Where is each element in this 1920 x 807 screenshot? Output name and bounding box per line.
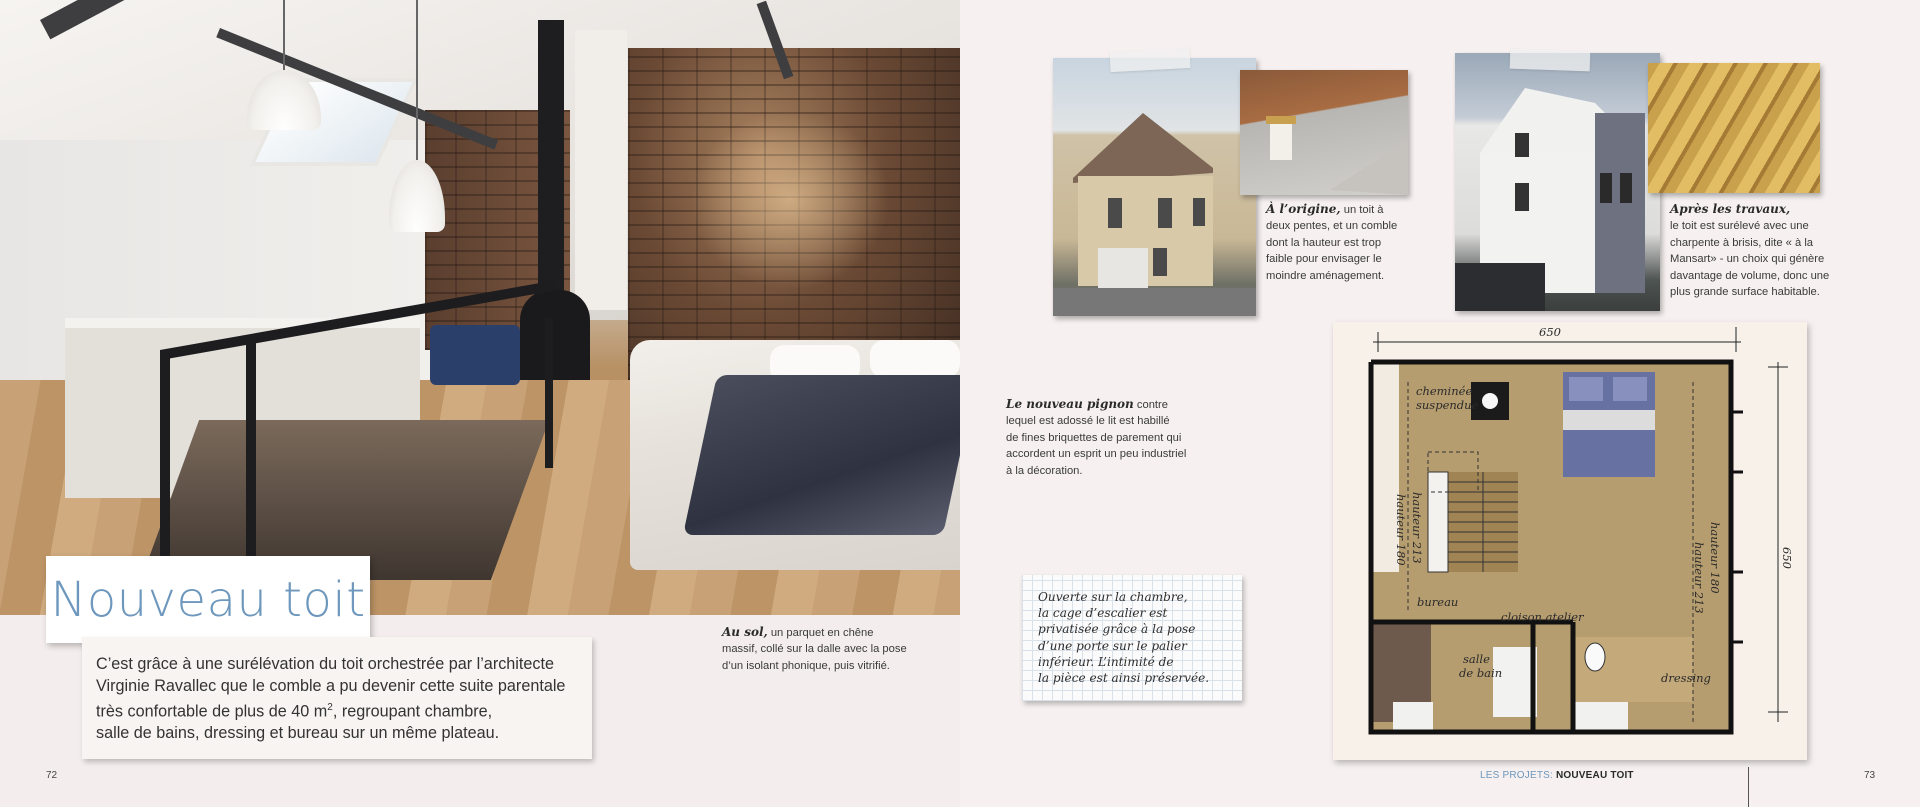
plan-label-hauteur-213-left: hauteur 213 <box>1410 492 1424 564</box>
plan-label-salle-2: de bain <box>1459 666 1503 680</box>
plan-label-hauteur-180-left: hauteur 180 <box>1394 494 1408 566</box>
plan-label-hauteur-180-right: hauteur 180 <box>1708 522 1722 594</box>
footer-divider <box>1748 767 1749 807</box>
page-number-right: 73 <box>1864 770 1876 781</box>
plan-label-cloison: cloison atelier <box>1501 610 1584 624</box>
caption-pignon: Le nouveau pignon contre lequel est adossé le lit est habillé de fines briquettes de parement qui accordent un esprit un peu industriel à la décoration. <box>1006 397 1187 477</box>
page-title: Nouveau toit <box>50 571 366 628</box>
note-text: Ouverte sur la chambre, la cage d’escalier est privatisée grâce à la pose d’une porte sur le palier inférieur. L’intimité de la pièce est ainsi préservée. <box>1038 590 1210 686</box>
plan-label-hauteur-213-right: hauteur 213 <box>1692 542 1706 614</box>
plan-dim-right: 650 <box>1780 547 1794 569</box>
intro-text: C’est grâce à une surélévation du toit orchestrée par l’architecte Virginie Ravallec que le comble a pu devenir cette suite parentale très confortable de plus de 40 $m^2$, regroupant chambre, salle de bains, dressing et bureau sur un même plateau. <box>96 655 566 742</box>
title-card <box>46 556 370 643</box>
plan-label-dressing: dressing <box>1661 671 1711 685</box>
plan-label-cheminee-1: cheminée <box>1416 384 1473 398</box>
plan-label-salle-1: salle <box>1463 652 1490 666</box>
caption-sol: Au sol, un parquet en chêne massif, collé sur la dalle avec la pose d’un isolant phonique, puis vitrifié. <box>722 625 907 672</box>
bedroom-photo <box>0 0 960 615</box>
plan-label-bureau: bureau <box>1417 595 1459 609</box>
page-number-left: 72 <box>46 770 58 781</box>
intro-card <box>82 637 592 759</box>
plan-label-cheminee-2: suspendue <box>1416 398 1479 412</box>
plan-dim-top: 650 <box>1539 325 1561 339</box>
photo-attic-before <box>1240 70 1408 195</box>
caption-origine: À l’origine, un toit à deux pentes, et un comble dont la hauteur est trop faible pour envisager le moindre aménagement. <box>1266 202 1398 282</box>
caption-travaux: Après les travaux, le toit est surélevé avec une charpente à brisis, dite « à la Mansart» - un choix qui génère davantage de volume, donc une plus grande surface habitable. <box>1670 202 1830 299</box>
floor-plan <box>1333 322 1807 760</box>
photo-house-after <box>1455 53 1660 311</box>
photo-house-before <box>1053 58 1256 316</box>
photo-attic-after <box>1648 63 1820 193</box>
note-card <box>1022 575 1242 701</box>
running-footer: LES PROJETS: NOUVEAU TOIT <box>1480 770 1634 781</box>
